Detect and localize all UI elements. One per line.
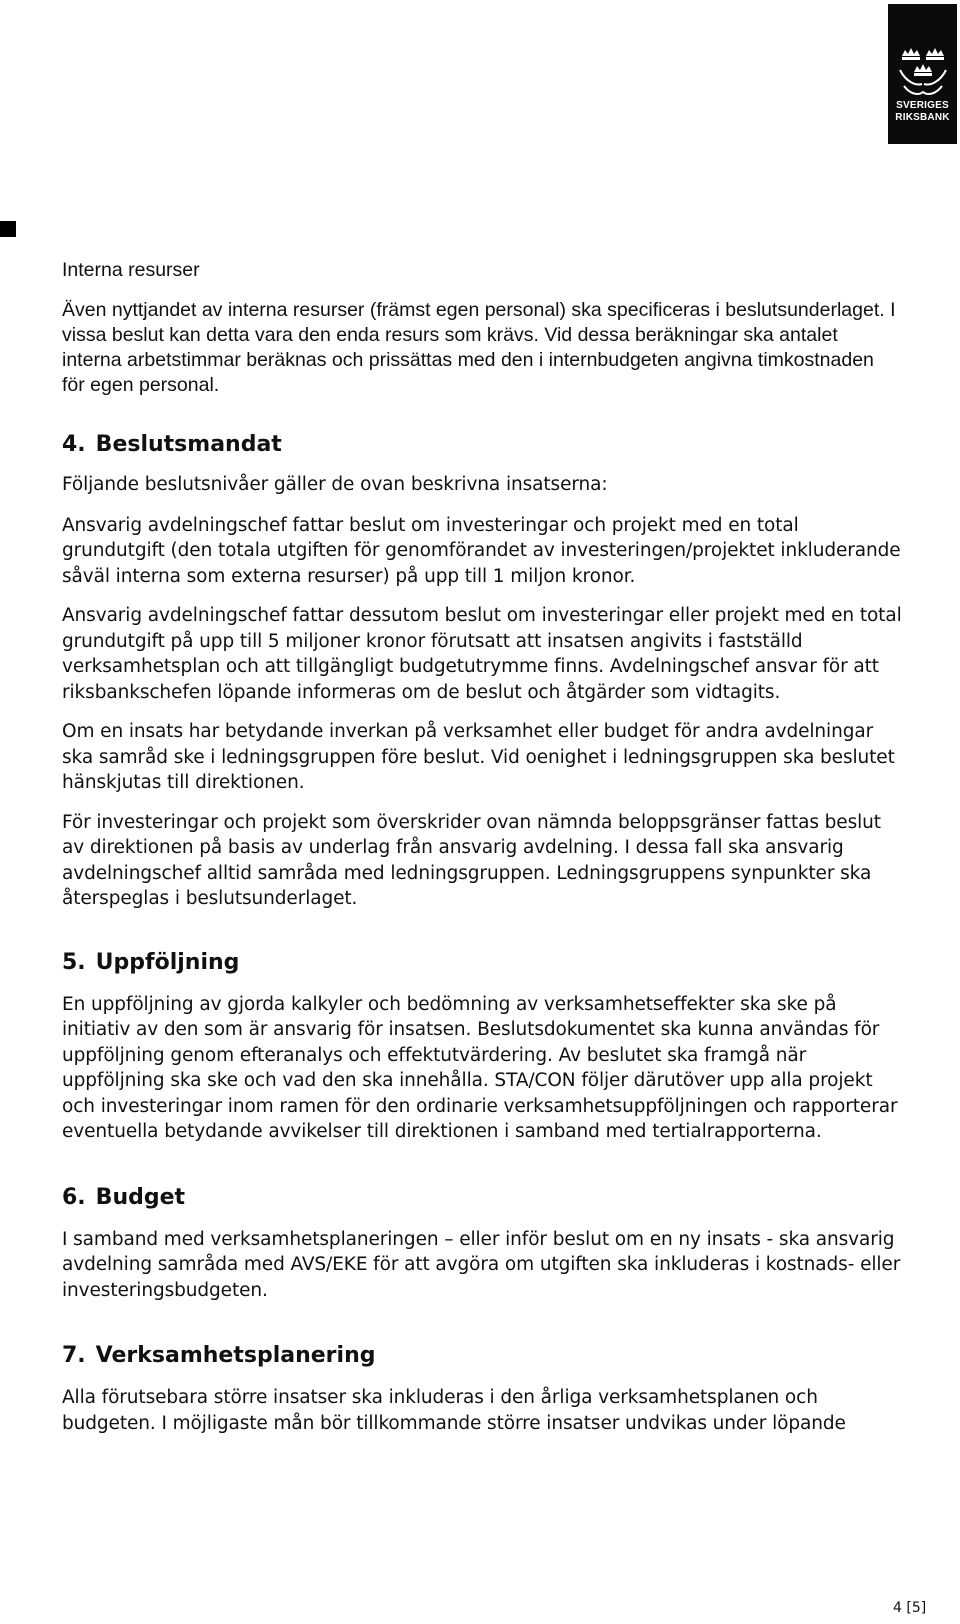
paragraph-beslutsmandat-intro: Följande beslutsnivåer gäller de ovan beskrivna insatserna:	[62, 474, 608, 495]
heading-text: Uppföljning	[95, 949, 240, 975]
paragraph-beslutsmandat-1: Ansvarig avdelningschef fattar beslut om investeringar och projekt med en total grundutgift (den totala utgiften för genomförandet av investeringen/projektet inkluderande såväl interna som externa resurser) på upp till 1 miljon kronor.	[62, 514, 901, 587]
paragraph-beslutsmandat-3: Om en insats har betydande inverkan på verksamhet eller budget för andra avdelningar ska samråd ske i ledningsgruppen före beslut. Vid oenighet i ledningsgruppen ska beslutet hänskjutas till direktionen.	[62, 721, 895, 793]
heading-beslutsmandat	[62, 430, 902, 460]
paragraph-beslutsmandat-4: För investeringar och projekt som överskrider ovan nämnda beloppsgränser fattas beslut av direktionen på basis av underlag från ansvarig avdelning. I dessa fall ska ansvarig avdelningschef alltid samråda med ledningsgruppen. Ledningsgruppens synpunkter ska återspeglas i beslutsunderlaget.	[62, 811, 881, 909]
document-body	[62, 258, 902, 1436]
paragraph-interna-resurser: Även nyttjandet av interna resurser (främst egen personal) ska specificeras i beslutsunderlaget. I vissa beslut kan detta vara den enda resurs som krävs. Vid dessa beräkningar ska antalet interna arbetstimmar beräknas och prissättas med den i internbudgeten angivna timkostnaden för egen personal.	[62, 299, 896, 396]
section-marker-square	[0, 221, 16, 237]
heading-text: Budget	[95, 1184, 186, 1210]
paragraph-beslutsmandat-2: Ansvarig avdelningschef fattar dessutom beslut om investeringar eller projekt med en total grundutgift på upp till 5 miljoner kronor förutsatt att insatsen angivits i fastställd verksamhetsplan och att tillgängligt budgetutrymme finns. Avdelningschef ansvar för att riksbankschefen löpande informeras om de beslut och åtgärder som vidtagits.	[62, 605, 902, 703]
heading-number: 5.	[62, 949, 86, 975]
crown-emblem-icon	[896, 42, 950, 98]
heading-number: 7.	[62, 1343, 86, 1368]
heading-number: 4.	[62, 432, 86, 457]
heading-text: Verksamhetsplanering	[95, 1343, 376, 1368]
heading-text: Beslutsmandat	[95, 432, 282, 457]
paragraph-uppfoljning: En uppföljning av gjorda kalkyler och bedömning av verksamhetseffekter ska ske på initiativ av den som är ansvarig för insatsen. Beslutsdokumentet ska kunna användas för uppföljning genom efteranalys och effektutvärdering. Av beslutet ska framgå när uppföljning ska ske och vad den ska innehålla. STA/CON följer därutöver upp alla projekt och investeringar inom ramen för den ordinarie verksamhetsuppföljningen och rapporterar eventuella betydande avvikelser till direktionen i samband med tertialrapporterna.	[62, 993, 898, 1142]
heading-budget	[62, 1183, 902, 1213]
logo-text-line1: SVERIGES	[896, 100, 949, 111]
heading-uppfoljning	[62, 948, 902, 978]
logo-text-line2: RIKSBANK	[895, 112, 950, 123]
riksbank-logo	[888, 4, 957, 144]
paragraph-verksamhetsplanering: Alla förutsebara större insatser ska inkluderas i den årliga verksamhetsplanen och budgeten. I möjligaste mån bör tillkommande större insatser undvikas under löpande	[62, 1387, 846, 1434]
heading-number: 6.	[62, 1184, 86, 1210]
heading-verksamhetsplanering	[62, 1341, 902, 1371]
page-number: 4 [5]	[893, 1600, 927, 1616]
section-title-interna-resurser: Interna resurser	[62, 259, 200, 281]
paragraph-budget: I samband med verksamhetsplaneringen – eller inför beslut om en ny insats - ska ansvarig avdelning samråda med AVS/EKE för att avgöra om utgiften ska inkluderas i kostnads- eller investeringsbudgeten.	[62, 1228, 901, 1301]
